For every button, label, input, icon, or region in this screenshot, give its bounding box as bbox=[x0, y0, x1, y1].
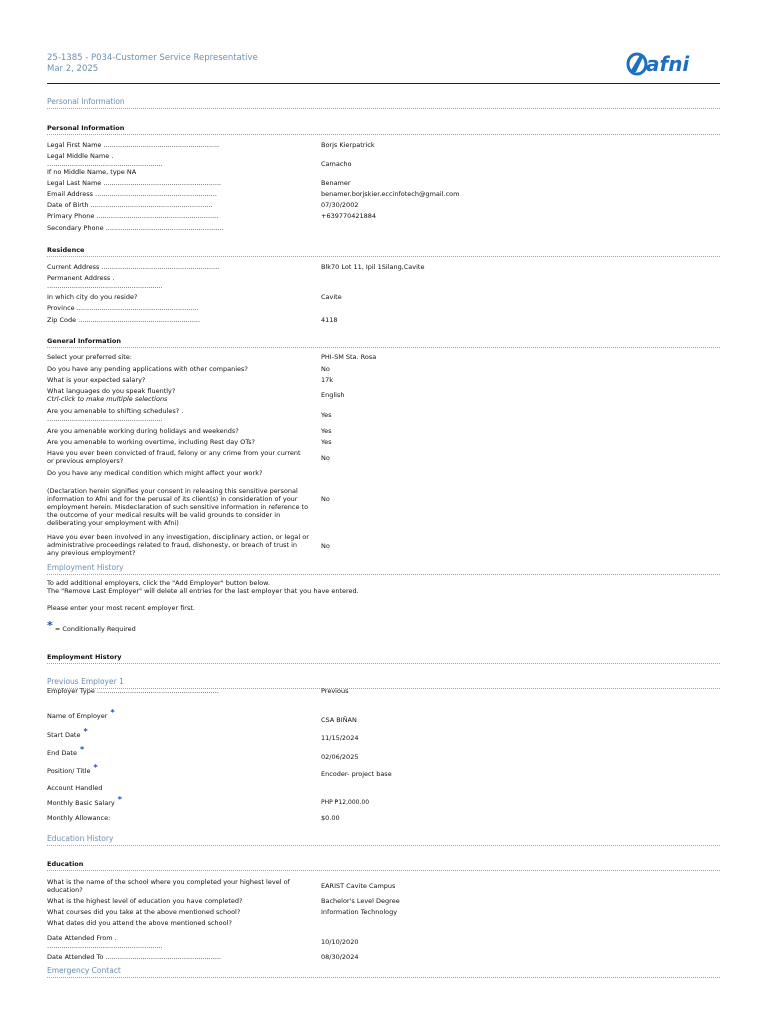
monthly-salary-label-text: Monthly Basic Salary bbox=[47, 799, 115, 807]
legal-first-name-label: Legal First Name ........................................................ bbox=[47, 141, 220, 149]
investigation-answer: No bbox=[321, 542, 330, 550]
employer-type-value: Previous bbox=[321, 687, 349, 695]
section-personal-information: Personal Information bbox=[47, 96, 720, 109]
overtime-answer: Yes bbox=[321, 438, 332, 446]
position-title-label-text: Position/ Title bbox=[47, 767, 91, 775]
required-star-icon: * bbox=[117, 795, 122, 804]
subsection-personal-information: Personal Information bbox=[47, 124, 720, 135]
legal-last-name-label: Legal Last Name ......................................................... bbox=[47, 179, 222, 187]
pending-applications-question: Do you have any pending applications with other companies? bbox=[47, 365, 248, 373]
start-date-label bbox=[47, 727, 309, 739]
province-label: Province ........................................................... bbox=[47, 304, 199, 312]
current-address-value: Blk70 Lot 11, Ipil 1Silang,Cavite bbox=[321, 263, 425, 271]
date-attended-from-label: Date Attended From . bbox=[47, 934, 117, 942]
legal-first-name-value: Borjs Kierpatrick bbox=[321, 141, 375, 149]
date-attended-to-value: 08/30/2024 bbox=[321, 953, 359, 961]
afni-logo bbox=[626, 50, 722, 78]
required-star-icon: * bbox=[110, 708, 115, 717]
monthly-salary-label bbox=[47, 795, 309, 807]
school-question: What is the name of the school where you completed your highest level of education? bbox=[47, 878, 290, 894]
legal-middle-name-label: Legal Middle Name . bbox=[47, 152, 114, 160]
languages-answer: English bbox=[321, 391, 345, 399]
overtime-question: Are you amenable to working overtime, including Rest day OTs? bbox=[47, 438, 255, 446]
preferred-site-answer: PHI-SM Sta. Rosa bbox=[321, 353, 377, 361]
attendance-dates-question: What dates did you attend the above mentioned school? bbox=[47, 919, 232, 927]
legal-last-name-value: Benamer bbox=[321, 179, 351, 187]
monthly-allowance-label: Monthly Allowance: bbox=[47, 814, 111, 822]
employment-intro-order: Please enter your most recent employer first. bbox=[47, 604, 195, 612]
shifting-schedules-question: Are you amenable to shifting schedules? . bbox=[47, 407, 184, 415]
languages-question: What languages do you speak fluently? bbox=[47, 387, 176, 395]
permanent-address-dots: ........................................................ bbox=[47, 282, 163, 290]
date-of-birth-label: Date of Birth ........................................................... bbox=[47, 201, 213, 209]
date-attended-to-label: Date Attended To ........................................................ bbox=[47, 953, 222, 961]
holidays-question: Are you amenable working during holidays and weekends? bbox=[47, 427, 239, 435]
city-value: Cavite bbox=[321, 293, 342, 301]
date-of-birth-value: 07/30/2002 bbox=[321, 201, 359, 209]
school-answer: EARIST Cavite Campus bbox=[321, 882, 396, 890]
monthly-salary-value: PHP ₱12,000.00 bbox=[321, 799, 370, 806]
employment-intro-remove: The "Remove Last Employer" will delete all entries for the last employer that you have entered. bbox=[47, 587, 359, 595]
end-date-value: 02/06/2025 bbox=[321, 753, 359, 761]
investigation-question: Have you ever been involved in any investigation, disciplinary action, or legal or administrative proceedings related to fraud, dishonesty, or breach of trust in any previous employment? bbox=[47, 533, 309, 557]
start-date-value: 11/15/2024 bbox=[321, 734, 359, 742]
city-label: In which city do you reside? bbox=[47, 293, 138, 301]
start-date-label-text: Start Date bbox=[47, 731, 81, 739]
section-employment-history: Employment History bbox=[47, 562, 720, 575]
required-star-icon: * bbox=[93, 763, 98, 772]
employer-name-value: CSA BIÑAN bbox=[321, 716, 357, 724]
medical-answer: No bbox=[321, 495, 330, 503]
end-date-label-text: End Date bbox=[47, 749, 77, 757]
position-title-value: Encoder- project base bbox=[321, 770, 392, 778]
employment-intro-add: To add additional employers, click the "Add Employer" button below. bbox=[47, 579, 270, 587]
legend-text: = Conditionally Required bbox=[54, 625, 136, 633]
expected-salary-answer: 17k bbox=[321, 376, 334, 384]
courses-question: What courses did you take at the above mentioned school? bbox=[47, 908, 241, 916]
section-emergency-contact: Emergency Contact bbox=[47, 965, 720, 978]
employer-name-label bbox=[47, 708, 309, 720]
end-date-label bbox=[47, 745, 309, 757]
section-education-history: Education History bbox=[47, 833, 720, 846]
required-star-icon: * bbox=[79, 745, 85, 754]
subsection-residence: Residence bbox=[47, 246, 720, 257]
convicted-question: Have you ever been convicted of fraud, felony or any crime from your current or previous employers? bbox=[47, 449, 301, 465]
conditionally-required-legend bbox=[47, 619, 647, 633]
legal-middle-name-value: Camacho bbox=[321, 160, 352, 168]
education-level-question: What is the highest level of education you have completed? bbox=[47, 897, 243, 905]
required-star-icon: * bbox=[83, 727, 88, 736]
account-handled-label: Account Handled bbox=[47, 784, 103, 792]
document-date: Mar 2, 2025 bbox=[47, 64, 99, 74]
logo-text: afni bbox=[646, 52, 690, 76]
employer-name-label-text: Name of Employer bbox=[47, 712, 108, 720]
email-address-label: Email Address ........................................................... bbox=[47, 190, 217, 198]
date-attended-from-value: 10/10/2020 bbox=[321, 938, 359, 946]
legal-middle-name-hint: If no Middle Name, type NA bbox=[47, 168, 137, 176]
employer-type-label: Employer Type ........................................................... bbox=[47, 687, 219, 695]
preferred-site-question: Select your preferred site: bbox=[47, 353, 132, 361]
secondary-phone-label: Secondary Phone ......................................................... bbox=[47, 224, 224, 232]
job-title: 25-1385 - P034-Customer Service Representative bbox=[47, 53, 258, 63]
expected-salary-question: What is your expected salary? bbox=[47, 376, 146, 384]
zip-code-label: Zip Code ........................................................... bbox=[47, 316, 201, 324]
previous-employer-heading: Previous Employer 1 bbox=[47, 676, 720, 689]
subsection-education: Education bbox=[47, 860, 720, 871]
document-header bbox=[47, 53, 258, 75]
date-attended-from-dots: ........................................................ bbox=[47, 942, 163, 950]
courses-answer: Information Technology bbox=[321, 908, 398, 916]
shifting-schedules-answer: Yes bbox=[321, 411, 332, 419]
medical-question: Do you have any medical condition which might affect your work? bbox=[47, 469, 263, 477]
legal-middle-name-dots: ........................................................ bbox=[47, 160, 163, 168]
subsection-employment-history: Employment History bbox=[47, 653, 720, 664]
education-level-answer: Bachelor's Level Degree bbox=[321, 897, 400, 905]
email-address-value: benamer.borjskier.eccinfotech@gmail.com bbox=[321, 190, 460, 198]
holidays-answer: Yes bbox=[321, 427, 332, 435]
primary-phone-label: Primary Phone ........................................................... bbox=[47, 212, 219, 220]
position-title-label bbox=[47, 763, 309, 775]
languages-hint: Ctrl-click to make multiple selections bbox=[47, 395, 168, 403]
permanent-address-label: Permanent Address . bbox=[47, 274, 115, 282]
header-divider bbox=[47, 83, 720, 84]
shifting-schedules-dots: ........................................................ bbox=[47, 415, 163, 423]
convicted-answer: No bbox=[321, 454, 330, 462]
monthly-allowance-value: $0.00 bbox=[321, 814, 340, 822]
medical-declaration: (Declaration herein signifies your consent in releasing this sensitive personal information to Afni and for the perusal of its client(s) in consideration of your employment herein. Misdeclaration of such sensitive information in reference to the outcome of your medical results will be valid grounds to consider in deliberating your employment with Afni) bbox=[47, 487, 309, 527]
required-star-icon: * bbox=[47, 619, 53, 632]
subsection-general-information: General Information bbox=[47, 337, 720, 348]
current-address-label: Current Address ......................................................... bbox=[47, 263, 220, 271]
pending-applications-answer: No bbox=[321, 365, 330, 373]
primary-phone-value: +639770421884 bbox=[321, 212, 377, 220]
zip-code-value: 4118 bbox=[321, 316, 338, 324]
